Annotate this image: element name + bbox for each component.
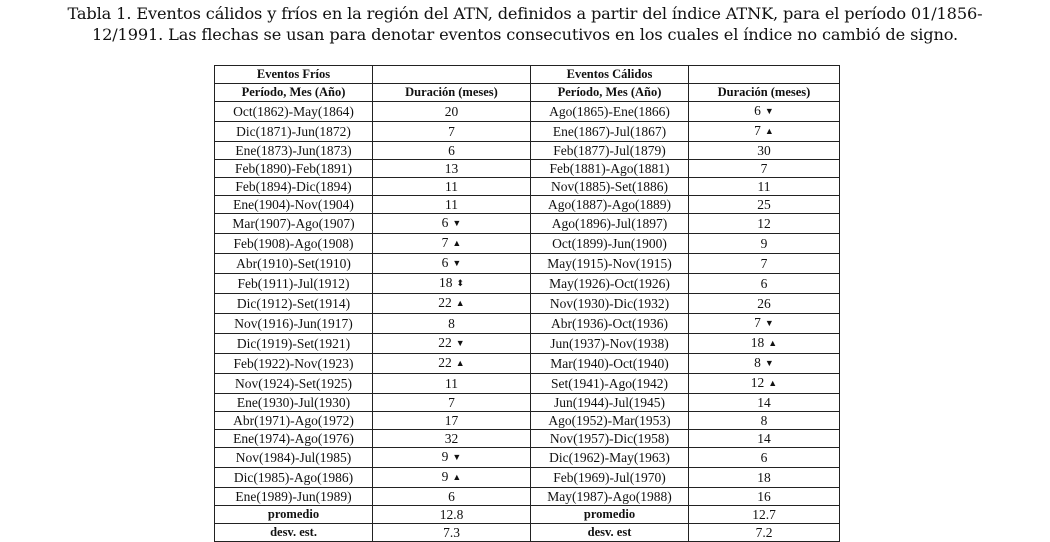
warm-duration-value: 12	[750, 375, 765, 390]
warm-duration-cell	[689, 354, 840, 374]
warm-duration-value: 7	[760, 256, 768, 271]
cold-summary-value: 12.8	[373, 506, 531, 524]
cold-summary-value: 7.3	[373, 524, 531, 542]
cold-period-cell: Feb(1890)-Feb(1891)	[215, 160, 373, 178]
warm-duration-cell	[689, 142, 840, 160]
warm-duration-cell	[689, 196, 840, 214]
table-row	[215, 274, 840, 294]
cold-period-cell: Feb(1894)-Dic(1894)	[215, 178, 373, 196]
cold-period-cell: Feb(1908)-Ago(1908)	[215, 234, 373, 254]
sign-arrow-icon: ▲	[768, 338, 778, 348]
warm-period-cell: Feb(1877)-Jul(1879)	[531, 142, 689, 160]
table-row	[215, 488, 840, 506]
cold-duration-value: 11	[445, 197, 458, 212]
warm-summary-label: desv. est	[531, 524, 689, 542]
cold-duration-cell	[373, 122, 531, 142]
warm-period-cell: Ago(1952)-Mar(1953)	[531, 412, 689, 430]
sign-arrow-icon: ▲	[764, 126, 774, 136]
table-row	[215, 448, 840, 468]
cold-duration-value: 17	[444, 413, 459, 428]
warm-period-cell: Mar(1940)-Oct(1940)	[531, 354, 689, 374]
cold-duration-cell	[373, 234, 531, 254]
cold-period-header: Período, Mes (Año)	[215, 84, 373, 102]
warm-period-cell: Set(1941)-Ago(1942)	[531, 374, 689, 394]
warm-period-cell: Oct(1899)-Jun(1900)	[531, 234, 689, 254]
sign-arrow-icon: ▼	[764, 106, 774, 116]
cold-duration-value: 9	[441, 449, 449, 464]
warm-period-cell: May(1915)-Nov(1915)	[531, 254, 689, 274]
sign-arrow-icon: ▼	[764, 358, 774, 368]
cold-duration-value: 7	[441, 235, 449, 250]
warm-duration-value: 11	[757, 179, 771, 194]
warm-period-cell: Jun(1944)-Jul(1945)	[531, 394, 689, 412]
table-row	[215, 234, 840, 254]
sign-arrow-icon: ⬍	[456, 278, 465, 288]
warm-duration-value: 16	[757, 489, 771, 504]
warm-period-cell: Ene(1867)-Jul(1867)	[531, 122, 689, 142]
cold-period-cell: Nov(1916)-Jun(1917)	[215, 314, 373, 334]
sign-arrow-icon: ▼	[455, 338, 465, 348]
sign-arrow-icon: ▲	[452, 472, 462, 482]
cold-duration-value: 18	[438, 275, 453, 290]
warm-duration-value: 6	[754, 103, 761, 118]
warm-duration-cell	[689, 468, 840, 488]
table-row	[215, 160, 840, 178]
table-caption	[4, 3, 1046, 45]
cold-period-cell: Dic(1919)-Set(1921)	[215, 334, 373, 354]
warm-duration-cell	[689, 122, 840, 142]
table-row	[215, 468, 840, 488]
warm-duration-value: 6	[760, 276, 768, 291]
warm-duration-cell	[689, 448, 840, 468]
cold-duration-cell	[373, 448, 531, 468]
warm-period-cell: Feb(1881)-Ago(1881)	[531, 160, 689, 178]
warm-period-cell: May(1987)-Ago(1988)	[531, 488, 689, 506]
table-row	[215, 354, 840, 374]
warm-duration-value: 6	[760, 450, 768, 465]
table-row	[215, 334, 840, 354]
warm-period-cell: Nov(1885)-Set(1886)	[531, 178, 689, 196]
cold-duration-cell	[373, 334, 531, 354]
table-row	[215, 102, 840, 122]
cold-period-cell: Nov(1924)-Set(1925)	[215, 374, 373, 394]
warm-duration-value: 18	[750, 335, 765, 350]
cold-duration-cell	[373, 354, 531, 374]
cold-duration-cell	[373, 178, 531, 196]
warm-duration-value: 7	[754, 315, 761, 330]
cold-period-cell: Ene(1974)-Ago(1976)	[215, 430, 373, 448]
summary-row	[215, 524, 840, 542]
warm-period-cell: Ago(1865)-Ene(1866)	[531, 102, 689, 122]
cold-period-cell: Feb(1922)-Nov(1923)	[215, 354, 373, 374]
warm-duration-value: 8	[760, 413, 768, 428]
warm-summary-value: 12.7	[689, 506, 840, 524]
cold-period-cell: Ene(1989)-Jun(1989)	[215, 488, 373, 506]
cold-period-cell: Abr(1971)-Ago(1972)	[215, 412, 373, 430]
table-row	[215, 178, 840, 196]
warm-duration-value: 12	[757, 216, 771, 231]
cold-duration-value: 32	[444, 431, 459, 446]
cold-duration-value: 8	[448, 316, 455, 331]
warm-duration-value: 25	[757, 197, 771, 212]
cold-duration-value: 7	[448, 395, 455, 410]
cold-period-cell: Ene(1873)-Jun(1873)	[215, 142, 373, 160]
sign-arrow-icon: ▲	[455, 298, 465, 308]
warm-duration-value: 8	[754, 355, 761, 370]
sign-arrow-icon: ▲	[768, 378, 778, 388]
warm-duration-cell	[689, 374, 840, 394]
warm-duration-cell	[689, 294, 840, 314]
cold-duration-value: 22	[438, 355, 452, 370]
warm-duration-value: 26	[757, 296, 771, 311]
warm-period-cell: Ago(1887)-Ago(1889)	[531, 196, 689, 214]
warm-period-cell: Nov(1957)-Dic(1958)	[531, 430, 689, 448]
warm-duration-cell	[689, 178, 840, 196]
warm-duration-cell	[689, 234, 840, 254]
table-row	[215, 394, 840, 412]
cold-period-cell: Ene(1904)-Nov(1904)	[215, 196, 373, 214]
warm-period-cell: Jun(1937)-Nov(1938)	[531, 334, 689, 354]
warm-duration-cell	[689, 214, 840, 234]
cold-duration-cell	[373, 374, 531, 394]
sign-arrow-icon: ▼	[452, 452, 462, 462]
summary-row	[215, 506, 840, 524]
cold-duration-cell	[373, 488, 531, 506]
cold-period-cell: Dic(1985)-Ago(1986)	[215, 468, 373, 488]
warm-duration-cell	[689, 254, 840, 274]
warm-period-cell: Feb(1969)-Jul(1970)	[531, 468, 689, 488]
sign-arrow-icon: ▼	[452, 218, 462, 228]
warm-duration-value: 9	[760, 236, 768, 251]
cold-duration-value: 13	[444, 161, 459, 176]
sign-arrow-icon: ▲	[455, 358, 465, 368]
warm-period-cell: Nov(1930)-Dic(1932)	[531, 294, 689, 314]
warm-period-header: Período, Mes (Año)	[531, 84, 689, 102]
cold-summary-label: desv. est.	[215, 524, 373, 542]
cold-duration-cell	[373, 196, 531, 214]
warm-duration-cell	[689, 334, 840, 354]
table-row	[215, 122, 840, 142]
warm-summary-label: promedio	[531, 506, 689, 524]
cold-duration-value: 11	[445, 376, 458, 391]
warm-duration-cell	[689, 274, 840, 294]
warm-duration-value: 7	[760, 161, 768, 176]
cold-duration-cell	[373, 214, 531, 234]
warm-summary-value: 7.2	[689, 524, 840, 542]
table-row	[215, 142, 840, 160]
cold-duration-cell	[373, 430, 531, 448]
cold-duration-cell	[373, 412, 531, 430]
warm-duration-value: 30	[757, 143, 771, 158]
warm-duration-value: 14	[757, 395, 771, 410]
cold-duration-value: 11	[445, 179, 458, 194]
warm-duration-cell	[689, 394, 840, 412]
cold-summary-label: promedio	[215, 506, 373, 524]
caption-line-2: 12/1991. Las flechas se usan para denotar eventos consecutivos en los cuales el índice no cambió de signo.	[91, 25, 959, 44]
cold-duration-cell	[373, 160, 531, 178]
cold-duration-cell	[373, 294, 531, 314]
warm-duration-cell	[689, 102, 840, 122]
header-spacer	[373, 66, 531, 84]
table-row	[215, 196, 840, 214]
warm-duration-value: 14	[757, 431, 771, 446]
table-row	[215, 374, 840, 394]
cold-duration-value: 22	[438, 295, 452, 310]
table-row	[215, 412, 840, 430]
cold-duration-value: 9	[441, 469, 449, 484]
cold-duration-value: 22	[438, 335, 452, 350]
cold-duration-cell	[373, 274, 531, 294]
cold-duration-cell	[373, 142, 531, 160]
cold-period-cell: Dic(1912)-Set(1914)	[215, 294, 373, 314]
cold-duration-value: 6	[441, 255, 449, 270]
cold-duration-cell	[373, 102, 531, 122]
cold-period-cell: Feb(1911)-Jul(1912)	[215, 274, 373, 294]
header-row-columns	[215, 84, 840, 102]
caption-line-1: Tabla 1. Eventos cálidos y fríos en la región del ATN, definidos a partir del índice ATNK, para el período 01/1856-	[67, 4, 983, 23]
cold-period-cell: Ene(1930)-Jul(1930)	[215, 394, 373, 412]
cold-duration-header: Duración (meses)	[373, 84, 531, 102]
header-spacer	[689, 66, 840, 84]
header-row-groups	[215, 66, 840, 84]
warm-period-cell: Ago(1896)-Jul(1897)	[531, 214, 689, 234]
table-row	[215, 214, 840, 234]
warm-duration-cell	[689, 160, 840, 178]
cold-period-cell: Mar(1907)-Ago(1907)	[215, 214, 373, 234]
cold-period-cell: Dic(1871)-Jun(1872)	[215, 122, 373, 142]
table-row	[215, 294, 840, 314]
warm-events-header: Eventos Cálidos	[531, 66, 689, 84]
warm-period-cell: Dic(1962)-May(1963)	[531, 448, 689, 468]
warm-duration-cell	[689, 412, 840, 430]
warm-period-cell: Abr(1936)-Oct(1936)	[531, 314, 689, 334]
cold-duration-value: 20	[444, 104, 459, 119]
warm-period-cell: May(1926)-Oct(1926)	[531, 274, 689, 294]
cold-duration-cell	[373, 394, 531, 412]
cold-period-cell: Nov(1984)-Jul(1985)	[215, 448, 373, 468]
sign-arrow-icon: ▼	[764, 318, 774, 328]
cold-duration-cell	[373, 468, 531, 488]
warm-duration-cell	[689, 488, 840, 506]
cold-duration-cell	[373, 254, 531, 274]
cold-duration-cell	[373, 314, 531, 334]
warm-duration-header: Duración (meses)	[689, 84, 840, 102]
warm-duration-cell	[689, 314, 840, 334]
cold-duration-value: 7	[448, 124, 455, 139]
sign-arrow-icon: ▲	[452, 238, 462, 248]
warm-duration-value: 18	[757, 470, 771, 485]
cold-events-header: Eventos Fríos	[215, 66, 373, 84]
warm-duration-value: 7	[754, 123, 761, 138]
table-row	[215, 430, 840, 448]
table-row	[215, 314, 840, 334]
sign-arrow-icon: ▼	[452, 258, 462, 268]
cold-duration-value: 6	[448, 143, 455, 158]
table-row	[215, 254, 840, 274]
warm-duration-cell	[689, 430, 840, 448]
cold-period-cell: Abr(1910)-Set(1910)	[215, 254, 373, 274]
cold-duration-value: 6	[448, 489, 455, 504]
events-table	[214, 65, 840, 542]
cold-duration-value: 6	[441, 215, 449, 230]
cold-period-cell: Oct(1862)-May(1864)	[215, 102, 373, 122]
